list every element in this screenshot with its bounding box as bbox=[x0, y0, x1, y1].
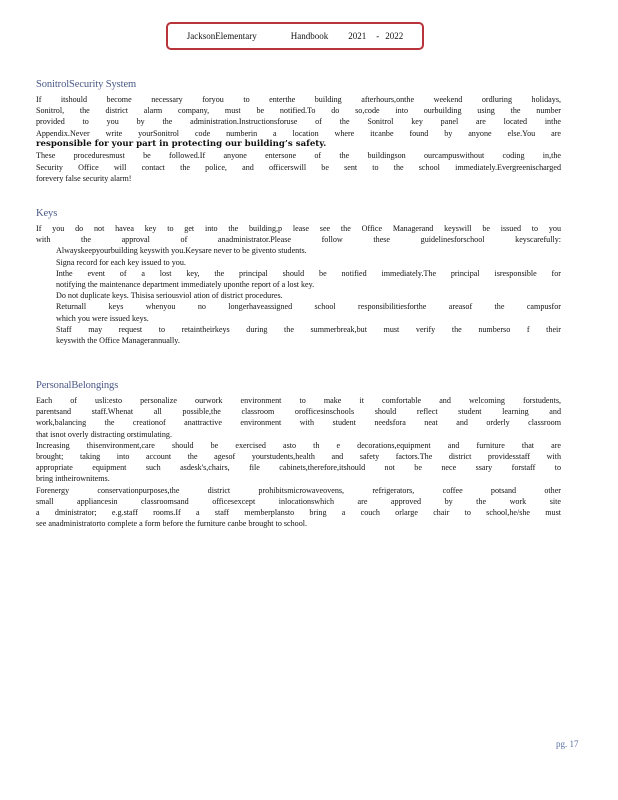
text-line: notifying the maintenance department immediately uponthe report of a lost key. bbox=[56, 280, 315, 290]
text-line: Sonitrol, the district alarm company, must be notified.To do so,code into ourbuilding using the number bbox=[36, 106, 561, 116]
text-line: that isnot overly distracting orstimulating. bbox=[36, 429, 173, 439]
sonitrol-section bbox=[36, 94, 561, 184]
list-item bbox=[56, 301, 561, 323]
text-line: If you do not havea key to get into the building,p lease see the Office Managerand keyswill be issued to you bbox=[36, 224, 561, 233]
text-line: appropriate equipment such asdesk's,chairs, file cabinets,therefore,itshould not be nece ssary forstaff to bbox=[36, 463, 561, 473]
section-title-keys: Keys bbox=[36, 208, 58, 219]
bold-responsibility-line: responsible for your part in protecting our building’s safety. bbox=[36, 138, 327, 149]
text-line: Do not duplicate keys. Thisisa seriousviol ation of district procedures. bbox=[56, 291, 283, 301]
text-line: Each of usli:esto personalize ourwork environment to make it comfortable and welcoming forstudents, bbox=[36, 396, 561, 405]
text-line: Alwayskeepyourbuilding keyswith you.Keysare never to be givento students. bbox=[56, 246, 307, 256]
text-line: provided to you by the administration.Instructionsforuse of the Sonitrol key panel are located inthe bbox=[36, 117, 561, 127]
header-year-end: 2022 bbox=[385, 31, 404, 41]
handbook-header bbox=[166, 22, 424, 50]
text-line: with the approval of anadministrator.Please follow these guidelinesforschool keyscarefully: bbox=[36, 235, 561, 245]
list-item bbox=[56, 290, 561, 301]
text-line: bring intheirownitems. bbox=[36, 474, 110, 484]
page-number-value: 17 bbox=[569, 739, 579, 749]
section-title-sonitrol: SonitrolSecurity System bbox=[36, 79, 137, 90]
text-line: Inthe event of a lost key, the principal should be notified immediately.The principal isresponsible for bbox=[56, 268, 561, 278]
text-line: which you were issued keys. bbox=[56, 313, 149, 323]
header-school: JacksonElementary bbox=[186, 31, 257, 41]
text-line: If itshould become necessary foryou to enterthe building afterhours,onthe weekend ordluring holidays, bbox=[36, 95, 561, 104]
text-line: parentsand staff.Whenat all possible,the classroom orofficesinschools should reflect student learning and bbox=[36, 407, 561, 417]
page-number bbox=[556, 739, 579, 749]
header-year-start: 2021 bbox=[348, 31, 367, 41]
keys-guidelines-list bbox=[36, 245, 561, 346]
text-line: brought; taking into account the agesof yourstudents,health and safety factors.The district providesstaff with bbox=[36, 452, 561, 462]
keys-section bbox=[36, 223, 561, 346]
text-line: see anadministratorto complete a form before the furniture canbe brought to school. bbox=[36, 519, 308, 529]
text-line: Staff may request to retaintheirkeys during the summerbreak,but must verify the numberso f their bbox=[56, 324, 561, 334]
text-line: Security Office will contact the police, and officerswill be sent to the school immediately.Evergreenischarged bbox=[36, 162, 561, 172]
text-line: Appendix.Never write yourSonitrol code numberin a location where itcanbe found by anyone else.You are bbox=[36, 128, 561, 138]
text-line: work,balancing the creationof anattractive environment with student needsfora neat and orderly classroom bbox=[36, 418, 561, 428]
page-label: pg. bbox=[556, 739, 568, 749]
list-item bbox=[56, 268, 561, 290]
header-handbook: Handbook bbox=[290, 31, 329, 41]
text-line: a dministrator; e.g.staff rooms.If a staff memberplansto bring a couch orlarge chair to school,he/she must bbox=[36, 508, 561, 518]
text-line: Returnall keys whenyou no longerhaveassigned school responsibilitiesforthe areasof the campusfor bbox=[56, 302, 561, 312]
text-line: small appliancesin classroomsand officesexcept inlocationswhich are approved by the work site bbox=[36, 496, 561, 506]
list-item bbox=[56, 324, 561, 346]
list-item bbox=[56, 257, 561, 268]
text-line: keyswith the Office Managerannually. bbox=[56, 336, 180, 346]
text-line: Signa record for each key issued to you. bbox=[56, 257, 186, 267]
text-line: Forenergy conservationpurposes,the district prohibitsmicrowaveovens, refrigerators, coffee potsand other bbox=[36, 485, 561, 495]
personal-belongings-section bbox=[36, 395, 561, 529]
text-line: These proceduresmust be followed.If anyone entersone of the buildingson ourcampuswithout coding in,the bbox=[36, 151, 561, 161]
list-item bbox=[56, 245, 561, 256]
section-title-personal-belongings: PersonalBelongings bbox=[36, 380, 119, 391]
text-line: Increasing thisenvironment,care should be exercised asto th e decorations,equipment and furniture that are bbox=[36, 440, 561, 450]
header-dash: - bbox=[376, 31, 380, 41]
text-line: forevery false security alarm! bbox=[36, 173, 132, 183]
